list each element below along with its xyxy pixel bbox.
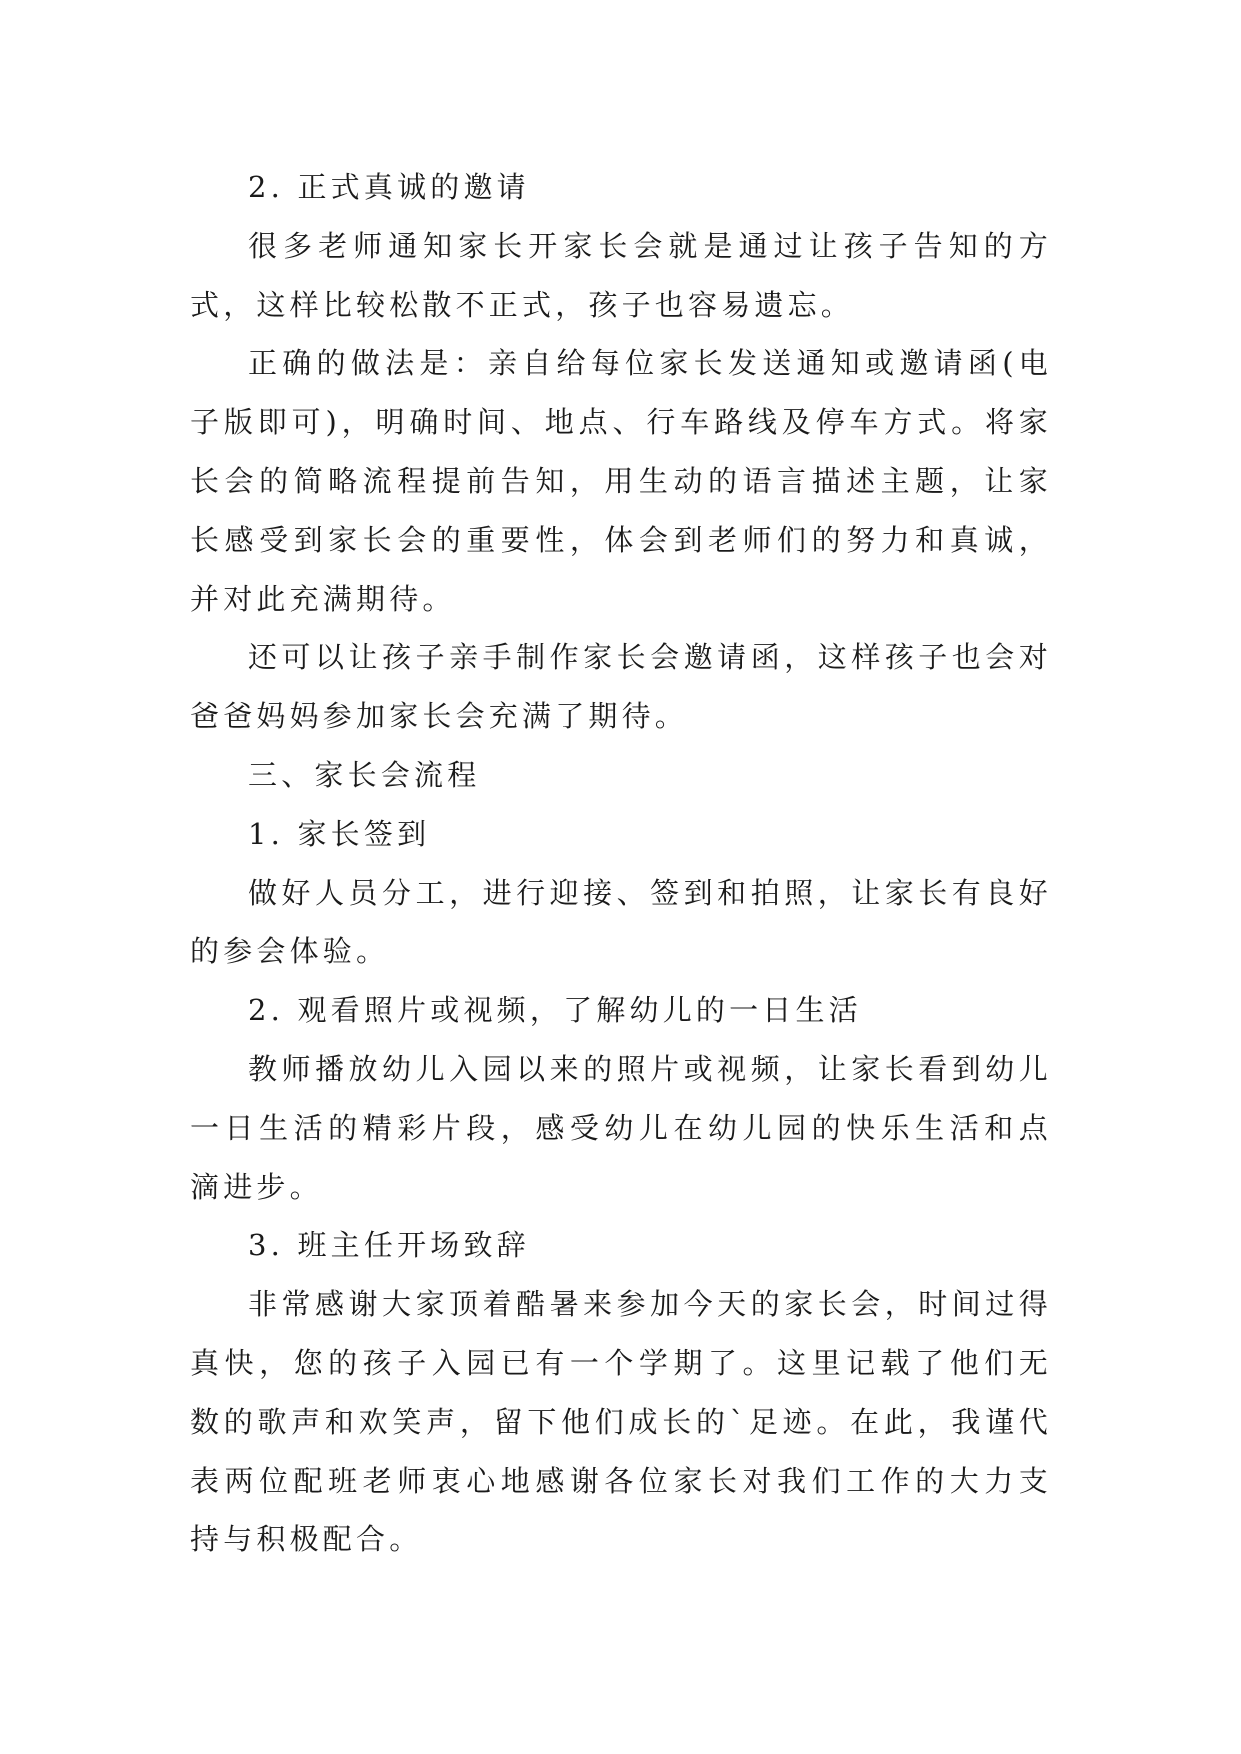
body-paragraph: 教师播放幼儿入园以来的照片或视频，让家长看到幼儿一日生活的精彩片段，感受幼儿在幼儿园的快乐生活和点滴进步。 bbox=[190, 1051, 1052, 1204]
document-body bbox=[190, 158, 1052, 1569]
section-heading-process: 三、家长会流程 bbox=[248, 757, 481, 792]
subheading-sign-in: 1. 家长签到 bbox=[248, 816, 431, 851]
section-heading-invitation: 2. 正式真诚的邀请 bbox=[248, 170, 530, 204]
body-paragraph: 非常感谢大家顶着酷暑来参加今天的家长会，时间过得真快，您的孩子入园已有一个学期了。这里记载了他们无数的歌声和欢笑声，留下他们成长的`足迹。在此，我谨代表两位配班老师衷心地感谢各位家长对我们工作的大力支持与积极配合。 bbox=[190, 1287, 1052, 1557]
subheading-photos-videos: 2. 观看照片或视频，了解幼儿的一日生活 bbox=[248, 993, 862, 1028]
body-paragraph: 很多老师通知家长开家长会就是通过让孩子告知的方式，这样比较松散不正式，孩子也容易遗忘。 bbox=[190, 228, 1052, 322]
body-paragraph: 正确的做法是：亲自给每位家长发送通知或邀请函(电子版即可)，明确时间、地点、行车路线及停车方式。将家长会的简略流程提前告知，用生动的语言描述主题，让家长感受到家长会的重要性，体会到老师们的努力和真诚，并对此充满期待。 bbox=[190, 346, 1052, 616]
body-paragraph: 还可以让孩子亲手制作家长会邀请函，这样孩子也会对爸爸妈妈参加家长会充满了期待。 bbox=[190, 640, 1052, 734]
subheading-opening-speech: 3. 班主任开场致辞 bbox=[248, 1228, 530, 1263]
body-paragraph: 做好人员分工，进行迎接、签到和拍照，让家长有良好的参会体验。 bbox=[190, 875, 1052, 969]
